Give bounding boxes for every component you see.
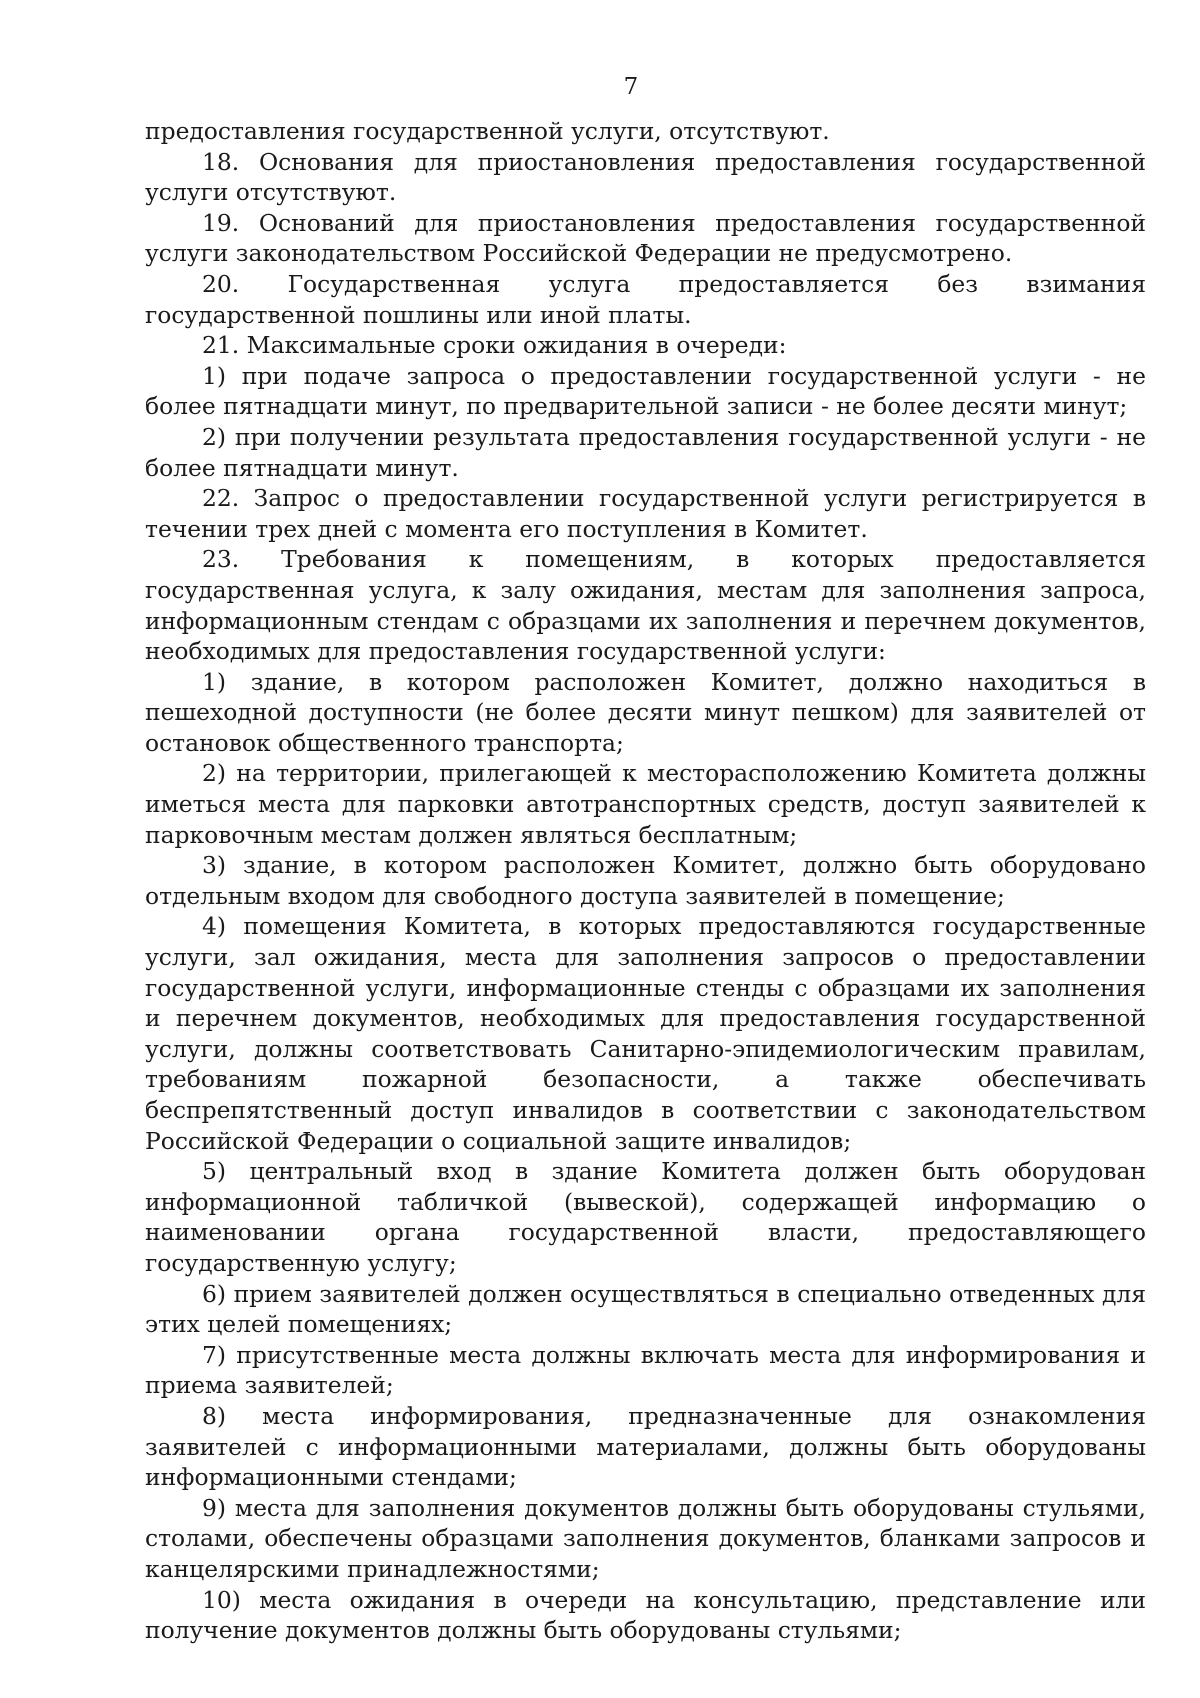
document-body [145,116,1146,1646]
paragraph-subitem-23-7: 7) присутственные места должны включать места для информирования и приема заявителей; [145,1340,1146,1400]
paragraph-item-19: 19. Оснований для приостановления предоставления государственной услуги законодательством Российской Федерации не предусмотрено. [145,208,1146,268]
paragraph-subitem-23-9: 9) места для заполнения документов должны быть оборудованы стульями, столами, обеспечены образцами заполнения документов, бланками запросов и канцелярскими принадлежностями; [145,1493,1146,1583]
paragraph-continuation: предоставления государственной услуги, отсутствуют. [145,117,830,145]
page-number: 7 [623,74,639,100]
paragraph-subitem-23-5: 5) центральный вход в здание Комитета должен быть оборудован информационной табличкой (вывеской), содержащей информацию о наименовании органа государственной власти, предоставляющего государственную услугу; [145,1157,1146,1277]
paragraph-subitem-23-4: 4) помещения Комитета, в которых предоставляются государственные услуги, зал ожидания, места для заполнения запросов о предоставлении государственной услуги, информационные стенды с образцами их заполнения и перечнем документов, необходимых для предоставления государственной услуги, должны соответствовать Санитарно-эпидемиологическим правилам, требованиям пожарной безопасности, а также обеспечивать беспрепятственный доступ инвалидов в соответствии с законодательством Российской Федерации о социальной защите инвалидов; [145,912,1146,1155]
paragraph-item-22: 22. Запрос о предоставлении государственной услуги регистрируется в течении трех дней с момента его поступления в Комитет. [145,484,1146,543]
paragraph-item-20: 20. Государственная услуга предоставляется без взимания государственной пошлины или иной платы. [145,269,1146,329]
paragraph-subitem-23-3: 3) здание, в котором расположен Комитет, должно быть оборудовано отдельным входом для свободного доступа заявителей в помещение; [145,851,1146,910]
paragraph-item-21: 21. Максимальные сроки ожидания в очереди: [202,331,787,360]
paragraph-item-23: 23. Требования к помещениям, в которых предоставляется государственная услуга, к залу ожидания, местам для заполнения запроса, информационным стендам с образцами их заполнения и перечнем документов, необходимых для предоставления государственной услуги: [145,545,1146,666]
paragraph-subitem-23-6: 6) прием заявителей должен осуществляться в специально отведенных для этих целей помещениях; [145,1279,1146,1339]
paragraph-subitem-23-8: 8) места информирования, предназначенные для ознакомления заявителей с информационными материалами, должны быть оборудованы информационными стендами; [145,1401,1146,1492]
paragraph-subitem-21-1: 1) при подаче запроса о предоставлении государственной услуги - не более пятнадцати минут, по предварительной записи - не более десяти минут; [145,361,1146,421]
paragraph-subitem-23-10: 10) места ожидания в очереди на консультацию, представление или получение документов должны быть оборудованы стульями; [145,1585,1146,1645]
paragraph-subitem-21-2: 2) при получении результата предоставления государственной услуги - не более пятнадцати минут. [145,422,1146,482]
paragraph-item-18: 18. Основания для приостановления предоставления государственной услуги отсутствуют. [145,147,1146,207]
paragraph-subitem-23-2: 2) на территории, прилегающей к месторасположению Комитета должны иметься места для парковки автотранспортных средств, доступ заявителей к парковочным местам должен являться бесплатным; [145,759,1146,849]
paragraph-subitem-23-1: 1) здание, в котором расположен Комитет, должно находиться в пешеходной доступности (не более десяти минут пешком) для заявителей от остановок общественного транспорта; [145,667,1146,757]
